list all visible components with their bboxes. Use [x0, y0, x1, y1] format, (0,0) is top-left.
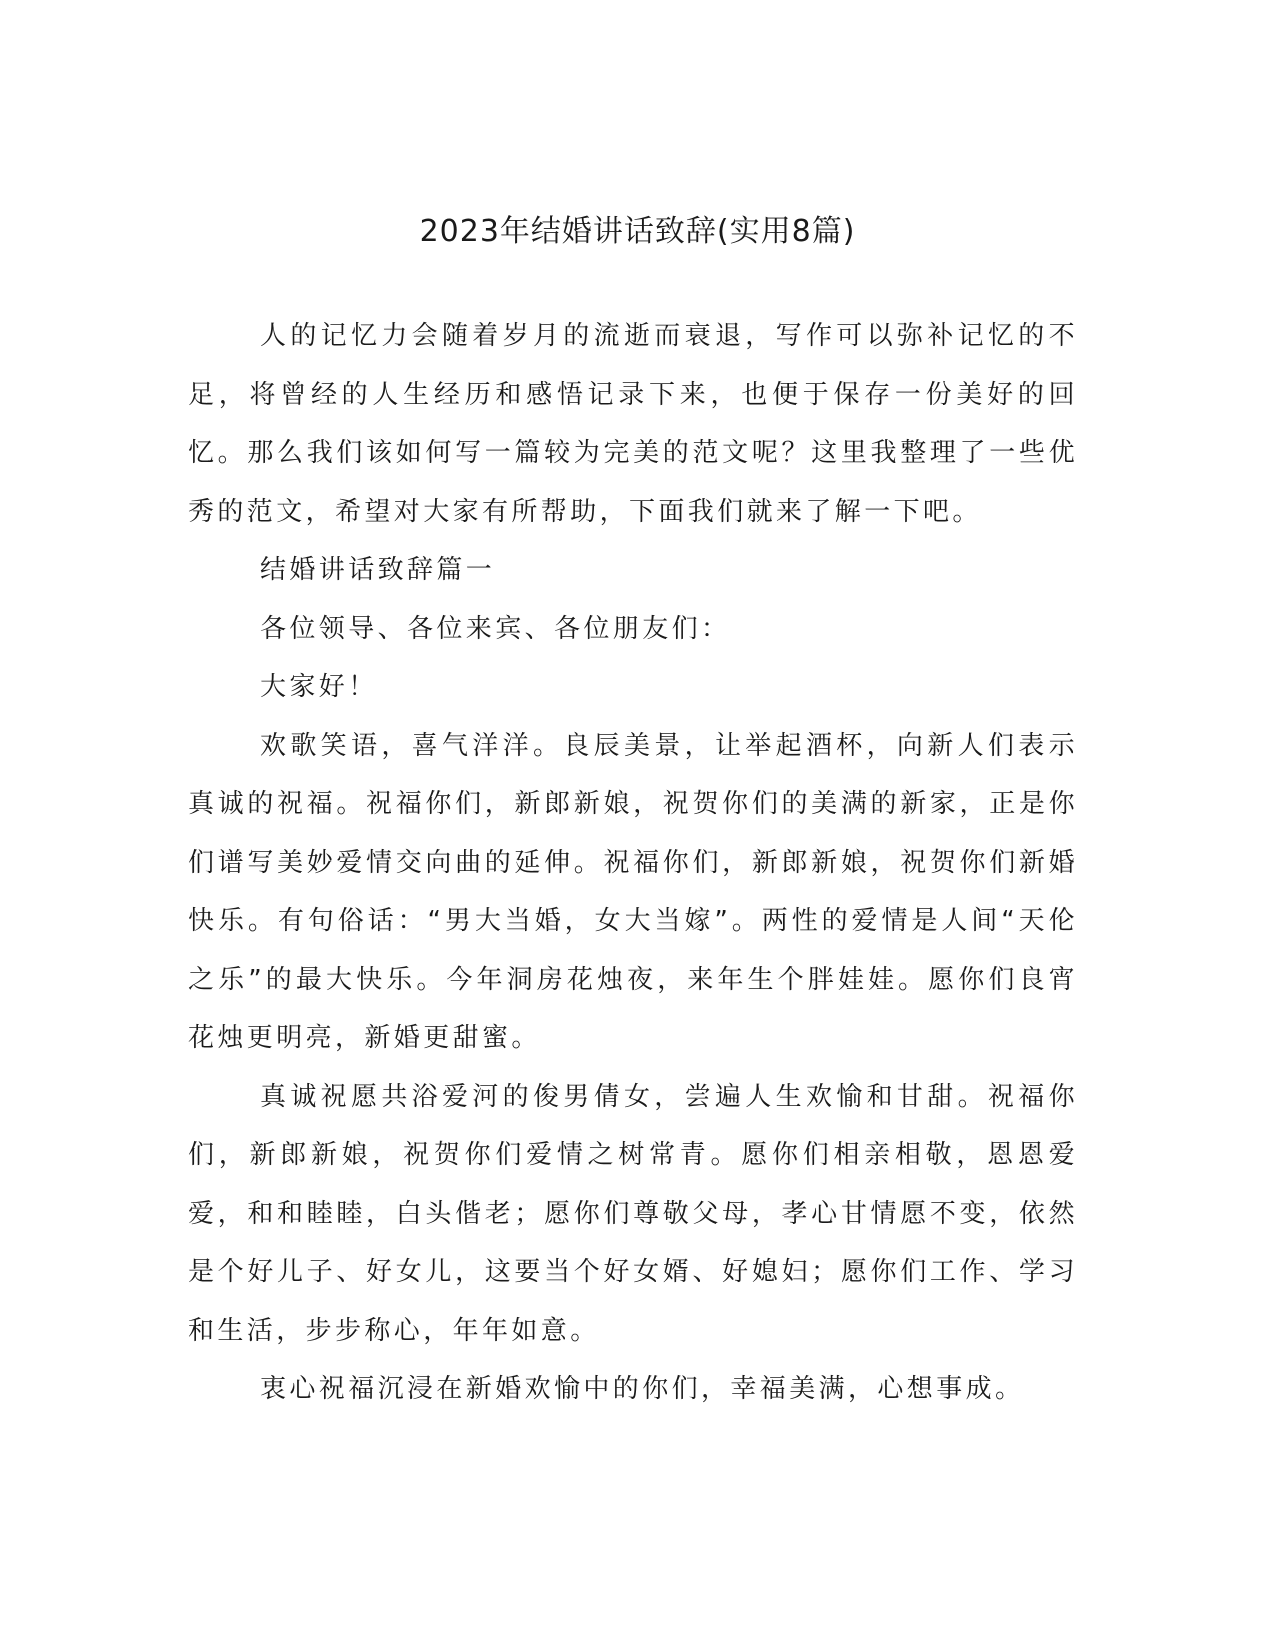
intro-paragraph: 人的记忆力会随着岁月的流逝而衰退，写作可以弥补记忆的不足，将曾经的人生经历和感悟记录下来，也便于保存一份美好的回忆。那么我们该如何写一篇较为完美的范文呢？这里我整理了一些优秀的范文，希望对大家有所帮助，下面我们就来了解一下吧。	[188, 321, 1078, 527]
document-body	[188, 307, 1078, 1419]
greeting: 大家好！	[260, 672, 378, 702]
body-paragraph: 衷心祝福沉浸在新婚欢愉中的你们，幸福美满，心想事成。	[260, 1374, 1025, 1404]
body-paragraph: 真诚祝愿共浴爱河的俊男倩女，尝遍人生欢愉和甘甜。祝福你们，新郎新娘，祝贺你们爱情之树常青。愿你们相亲相敬，恩恩爱爱，和和睦睦，白头偕老；愿你们尊敬父母，孝心甘情愿不变，依然是个好儿子、好女儿，这要当个好女婿、好媳妇；愿你们工作、学习和生活，步步称心，年年如意。	[188, 1081, 1078, 1346]
body-paragraph: 欢歌笑语，喜气洋洋。良辰美景，让举起酒杯，向新人们表示真诚的祝福。祝福你们，新郎新娘，祝贺你们的美满的新家，正是你们谱写美妙爱情交向曲的延伸。祝福你们，新郎新娘，祝贺你们新婚快乐。有句俗话：“男大当婚，女大当嫁”。两性的爱情是人间“天伦之乐”的最大快乐。今年洞房花烛夜，来年生个胖娃娃。愿你们良宵花烛更明亮，新婚更甜蜜。	[188, 730, 1078, 1053]
section-heading: 结婚讲话致辞篇一	[260, 555, 496, 585]
salutation: 各位领导、各位来宾、各位朋友们：	[260, 613, 731, 644]
document-title: 2023年结婚讲话致辞(实用8篇)	[419, 214, 856, 249]
